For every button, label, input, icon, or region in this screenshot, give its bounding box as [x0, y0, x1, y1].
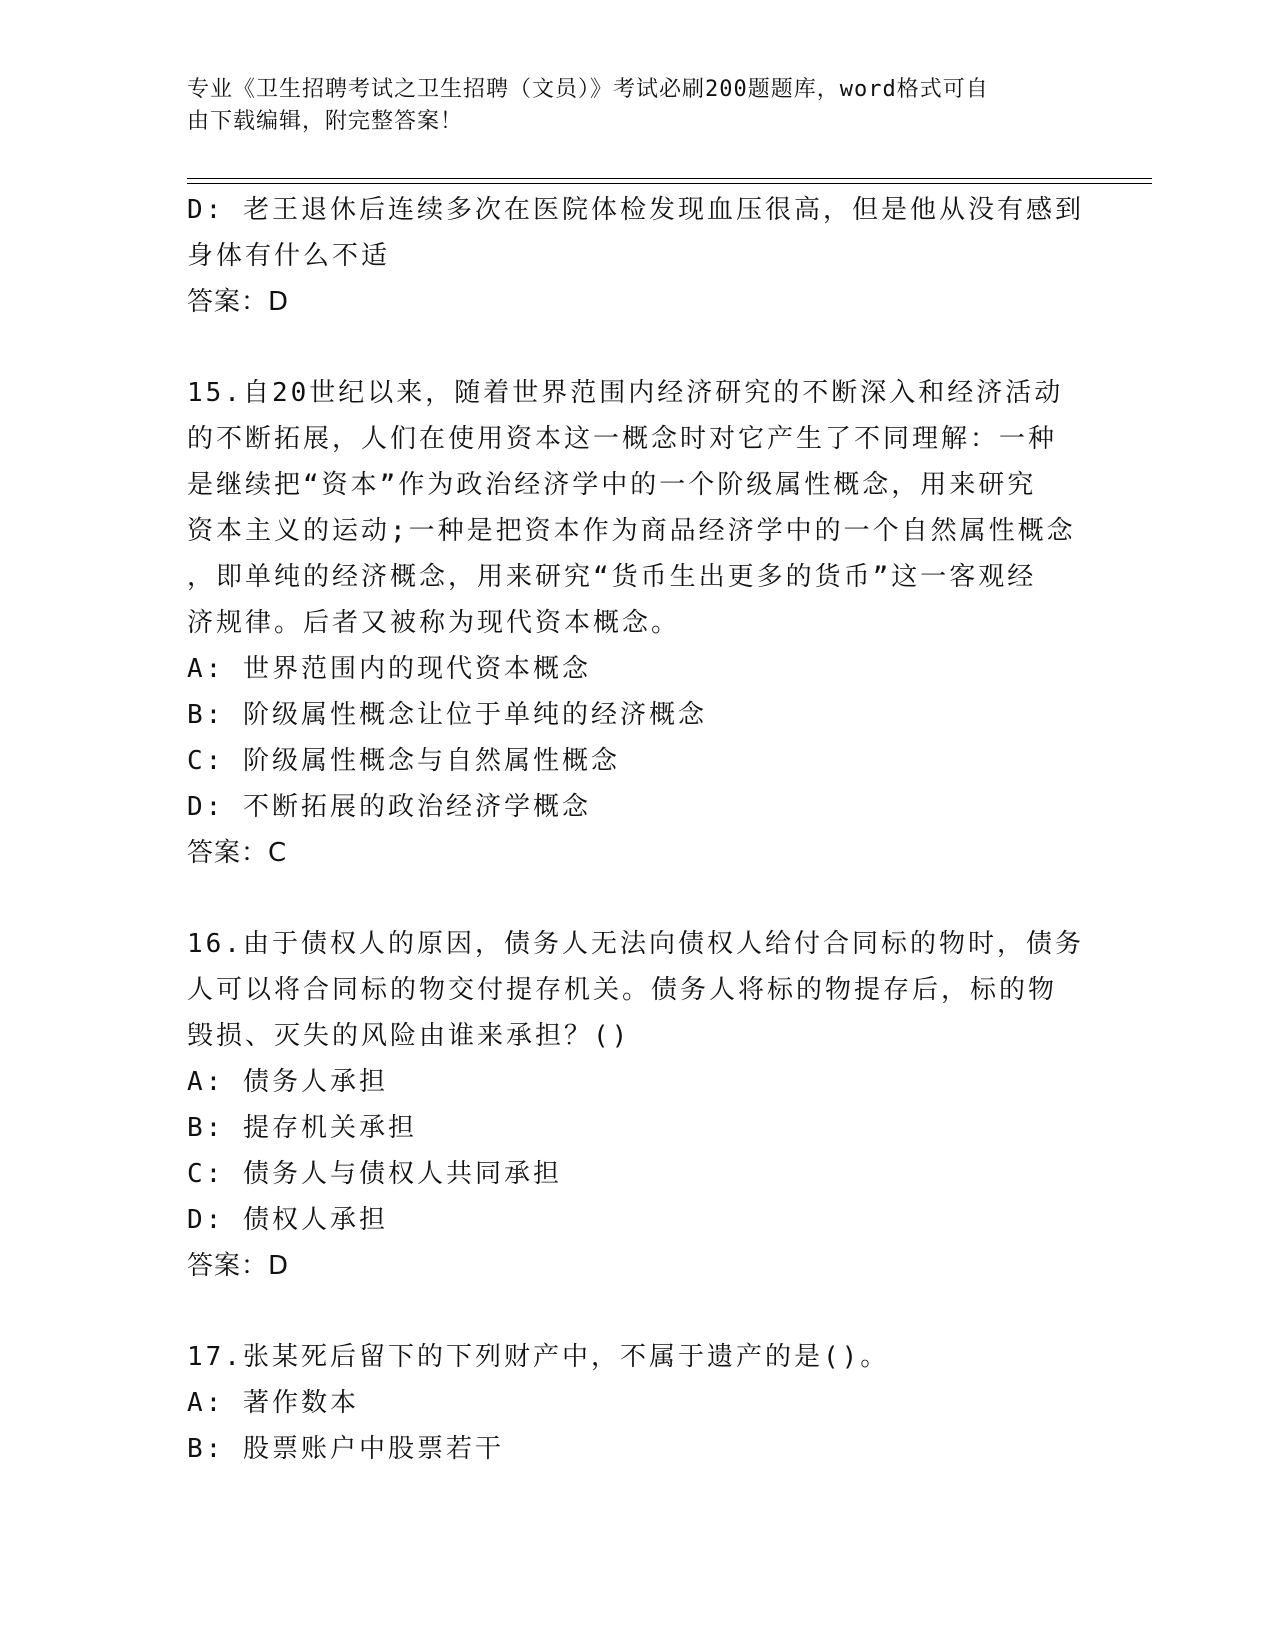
header-title-line-2: 由下载编辑，附完整答案！ [187, 109, 464, 134]
header-title-line-1: 专业《卫生招聘考试之卫生招聘（文员）》考试必刷200题题库，word格式可自 [187, 77, 989, 102]
option-b: B: 提存机关承担 [187, 1113, 417, 1143]
answer-line: 答案：C [187, 838, 288, 868]
option-b: B: 阶级属性概念让位于单纯的经济概念 [187, 700, 707, 730]
question-17 [187, 1334, 1087, 1472]
option-d: D: 老王退休后连续多次在医院体检发现血压很高，但是他从没有感到 [187, 195, 1084, 225]
question-text-line: 资本主义的运动;一种是把资本作为商品经济学中的一个自然属性概念 [187, 516, 1076, 546]
question-text-line: 17.张某死后留下的下列财产中，不属于遗产的是()。 [187, 1342, 890, 1372]
option-c: C: 债务人与债权人共同承担 [187, 1159, 562, 1189]
option-c: C: 阶级属性概念与自然属性概念 [187, 746, 620, 776]
option-d: D: 债权人承担 [187, 1205, 388, 1235]
option-b: B: 股票账户中股票若干 [187, 1434, 504, 1464]
document-header [187, 74, 1067, 138]
header-divider-bottom [187, 183, 1152, 184]
question-text-line: 的不断拓展，人们在使用资本这一概念时对它产生了不同理解：一种 [187, 424, 1058, 454]
question-text-line: 是继续把“资本”作为政治经济学中的一个阶级属性概念，用来研究 [187, 470, 1037, 500]
answer-line: 答案：D [187, 1251, 290, 1281]
option-d-continued: 身体有什么不适 [187, 241, 391, 271]
option-a: A: 债务人承担 [187, 1067, 388, 1097]
question-text-line: 毁损、灭失的风险由谁来承担？() [187, 1021, 631, 1051]
question-text-line: 15.自20世纪以来，随着世界范围内经济研究的不断深入和经济活动 [187, 378, 1064, 408]
question-15 [187, 370, 1087, 876]
question-text-line: ，即单纯的经济概念，用来研究“货币生出更多的货币”这一客观经 [187, 562, 1037, 592]
document-body [187, 187, 1087, 1472]
option-a: A: 著作数本 [187, 1388, 359, 1418]
option-d: D: 不断拓展的政治经济学概念 [187, 792, 591, 822]
question-14-continued [187, 187, 1087, 325]
question-text-line: 人可以将合同标的物交付提存机关。债务人将标的物提存后，标的物 [187, 975, 1058, 1005]
option-a: A: 世界范围内的现代资本概念 [187, 654, 591, 684]
answer-line: 答案：D [187, 287, 290, 317]
question-text-line: 16.由于债权人的原因，债务人无法向债权人给付合同标的物时，债务 [187, 929, 1084, 959]
header-divider-top [187, 178, 1152, 179]
question-text-line: 济规律。后者又被称为现代资本概念。 [187, 608, 681, 638]
question-16 [187, 921, 1087, 1289]
